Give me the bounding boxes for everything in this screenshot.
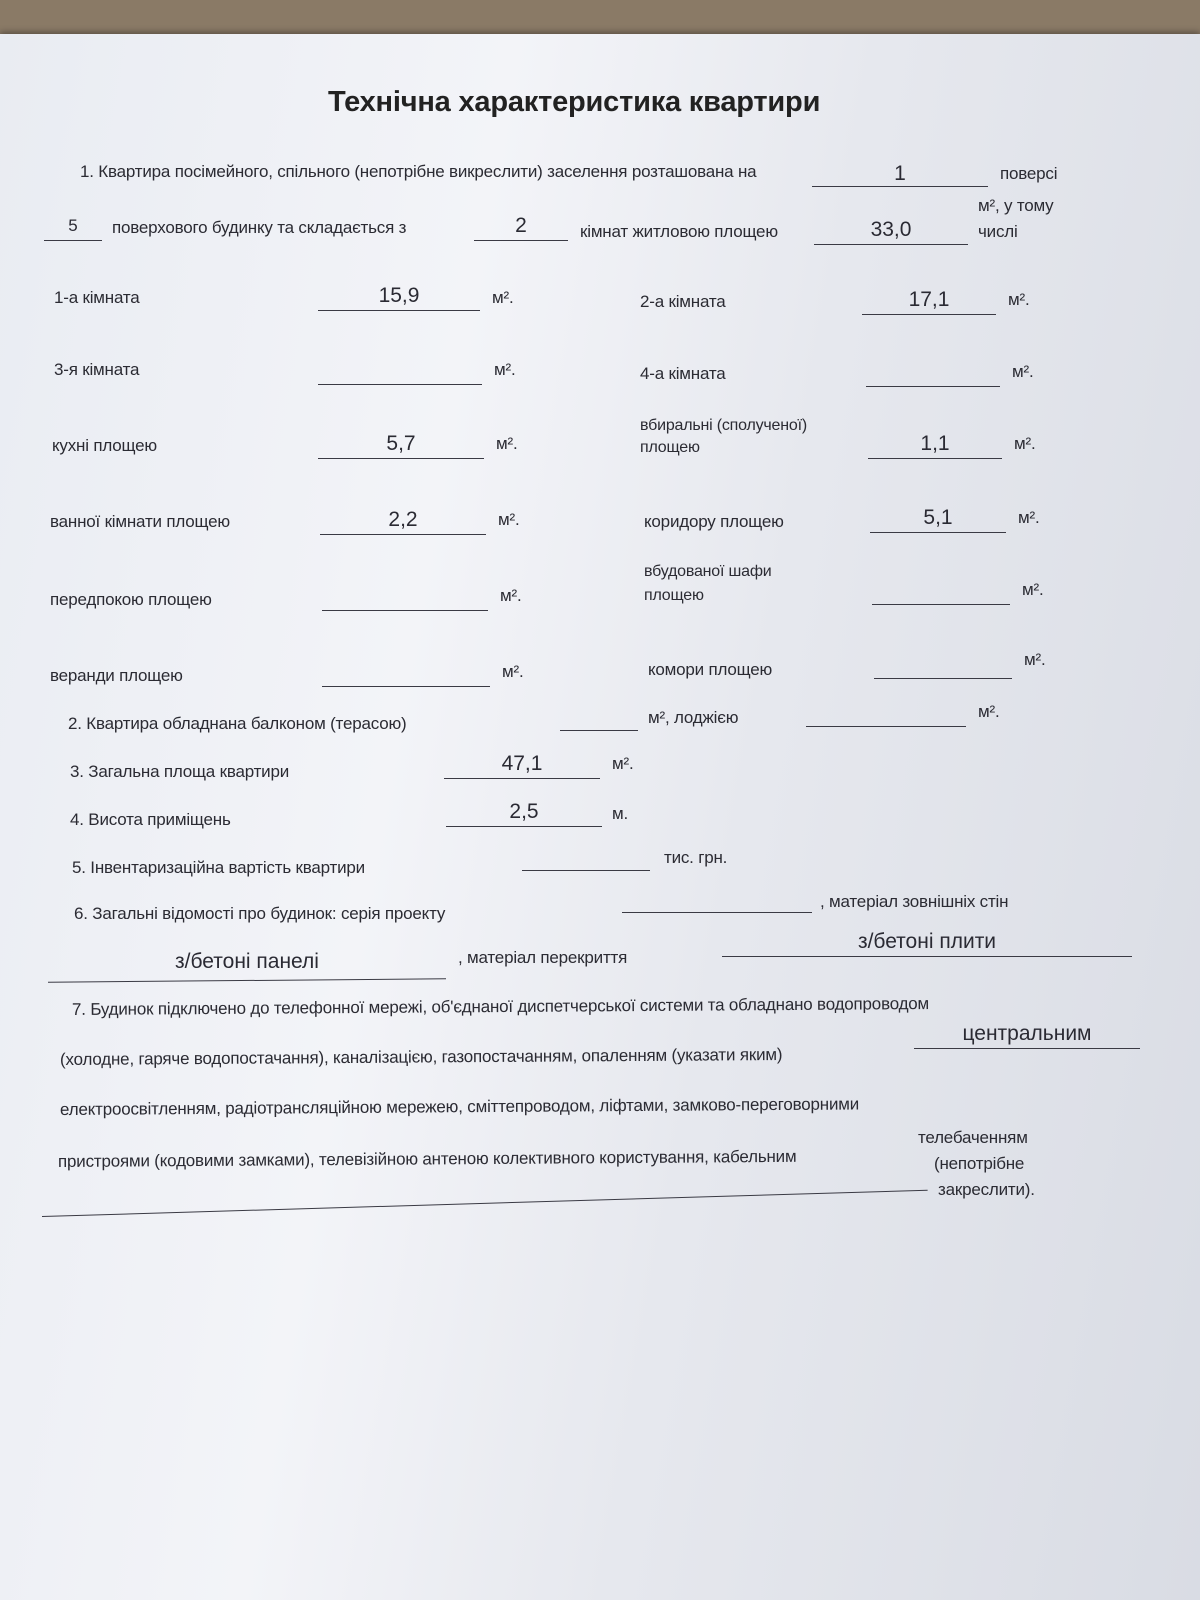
bath-value: 2,2 [388, 508, 418, 531]
wall-material-value: з/бетоні панелі [175, 950, 319, 973]
wardrobe-unit: м². [1022, 580, 1044, 599]
wardrobe-label-1: вбудованої шафи [644, 563, 772, 580]
heating-value: центральним [962, 1022, 1092, 1045]
corridor-value: 5,1 [923, 506, 953, 529]
room1-line [318, 310, 480, 311]
living-area-value: 33,0 [870, 218, 912, 241]
bath-unit: м². [498, 510, 520, 529]
total-area-value: 47,1 [501, 752, 543, 775]
room3-unit: м². [494, 360, 516, 379]
p2-mid: м², лоджією [648, 708, 739, 727]
room2-unit: м². [1008, 290, 1030, 309]
living-area-line [814, 244, 968, 245]
p5-unit: тис. грн. [664, 848, 728, 867]
p7-note-1: телебаченням [918, 1128, 1028, 1147]
room4-label: 4-а кімната [640, 364, 726, 383]
room1-unit: м². [492, 288, 514, 307]
p4-text: 4. Висота приміщень [70, 810, 231, 829]
kitchen-value: 5,7 [386, 432, 416, 455]
room2-value: 17,1 [908, 288, 950, 311]
loggia-line [806, 726, 966, 727]
floors-total-value: 5 [68, 216, 78, 235]
height-value: 2,5 [509, 800, 539, 823]
p7-line4: пристроями (кодовими замками), телевізійною антеною колективного користування, кабельним [57, 1146, 797, 1171]
wc-line [868, 458, 1002, 459]
p1-text-c: кімнат житловою площею [580, 222, 778, 241]
document-title: Технічна характеристика квартири [328, 86, 821, 118]
corridor-line [870, 532, 1006, 533]
wardrobe-label-2: площею [644, 587, 704, 604]
room2-line [862, 314, 996, 315]
wc-unit: м². [1014, 434, 1036, 453]
heating-line [914, 1048, 1140, 1049]
storage-unit: м². [1024, 650, 1046, 669]
floor-material-line [722, 956, 1132, 957]
p3-text: 3. Загальна площа квартири [70, 762, 290, 781]
wall-material-line [48, 978, 446, 982]
storage-label: комори площею [648, 660, 773, 679]
project-series-line [622, 912, 812, 913]
floor-value: 1 [894, 162, 906, 185]
rooms-value: 2 [515, 214, 527, 237]
p6-text: 6. Загальні відомості про будинок: серія проекту [74, 904, 446, 923]
room1-label: 1-а кімната [54, 288, 140, 307]
floor-material-value: з/бетоні плити [857, 930, 997, 953]
veranda-label: веранди площею [50, 666, 183, 685]
unit-incl-2: числі [978, 222, 1018, 241]
total-area-line [444, 778, 600, 779]
wardrobe-line [872, 604, 1010, 605]
kitchen-label: кухні площею [52, 436, 157, 455]
p2-text: 2. Квартира обладнана балконом (терасою) [68, 714, 407, 733]
veranda-unit: м². [502, 662, 524, 681]
p7-bottom-line [42, 1190, 928, 1217]
p7-note-2: (непотрібне [934, 1154, 1025, 1173]
room3-line [318, 384, 482, 385]
p4-unit: м. [612, 804, 629, 823]
room4-unit: м². [1012, 362, 1034, 381]
document-page [0, 34, 1200, 1600]
hall-line [322, 610, 488, 611]
inventory-value-line [522, 870, 650, 871]
hall-unit: м². [500, 586, 522, 605]
hall-label: передпокою площею [50, 590, 212, 609]
room4-line [866, 386, 1000, 387]
p2-end: м². [978, 702, 1000, 721]
bath-line [320, 534, 486, 535]
wc-label-2: площею [640, 439, 700, 456]
floor-line [812, 186, 988, 187]
p6-floor-label: , матеріал перекриття [458, 948, 628, 967]
veranda-line [322, 686, 490, 687]
unit-incl-1: м², у тому [978, 196, 1054, 215]
p7-note-3: закреслити). [938, 1180, 1035, 1199]
rooms-line [474, 240, 568, 241]
p7-line2: (холодне, гаряче водопостачання), каналізацією, газопостачанням, опаленням (указати яким) [59, 1044, 783, 1069]
corridor-label: коридору площею [644, 512, 784, 531]
bath-label: ванної кімнати площею [50, 512, 230, 531]
floor-label: поверсі [1000, 164, 1058, 183]
floors-total-line [44, 240, 102, 241]
wc-label-1: вбиральні (сполученої) [640, 417, 807, 434]
room1-value: 15,9 [378, 284, 420, 307]
storage-line [874, 678, 1012, 679]
height-line [446, 826, 602, 827]
p3-unit: м². [612, 754, 634, 773]
p6-wall-label: , матеріал зовнішніх стін [820, 892, 1009, 911]
p7-line1: 7. Будинок підключено до телефонної мережі, об'єднаної диспетчерської системи та обладнано водопроводом [71, 994, 930, 1019]
kitchen-unit: м². [496, 434, 518, 453]
room2-label: 2-а кімната [640, 292, 726, 311]
p1-text-a: 1. Квартира посімейного, спільного (непотрібне викреслити) заселення розташована на [80, 162, 757, 181]
wc-value: 1,1 [920, 432, 950, 455]
p5-text: 5. Інвентаризаційна вартість квартири [72, 858, 365, 877]
p1-text-b: поверхового будинку та складається з [112, 218, 407, 237]
kitchen-line [318, 458, 484, 459]
corridor-unit: м². [1018, 508, 1040, 527]
p7-line3: електроосвітленням, радіотрансляційною мережею, сміттепроводом, ліфтами, замково-переговорними [59, 1094, 860, 1119]
room3-label: 3-я кімната [54, 360, 140, 379]
balcony-line [560, 730, 638, 731]
